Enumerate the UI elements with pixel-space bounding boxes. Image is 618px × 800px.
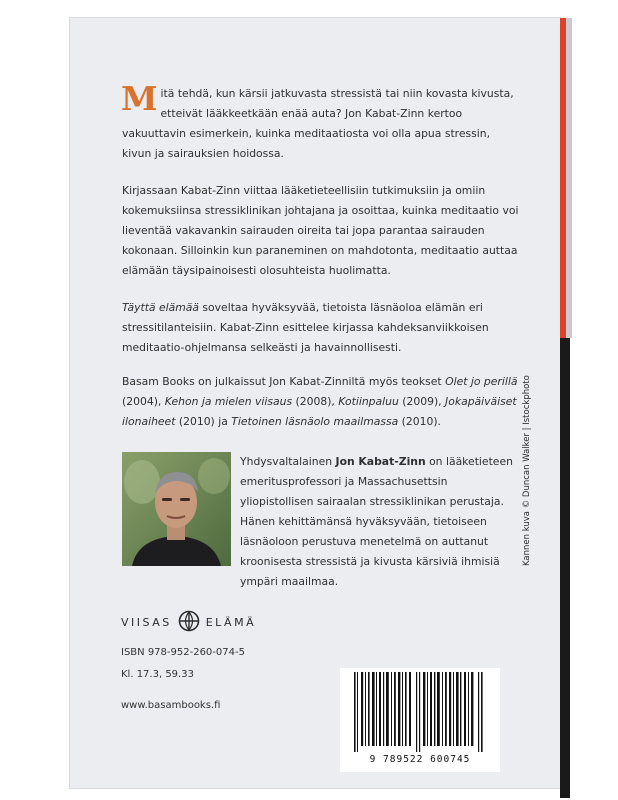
classification: Kl. 17.3, 59.33 (121, 669, 194, 680)
blurb-paragraph-3 (122, 298, 520, 358)
book-tietoinen-lasnaolo: Tietoinen läsnäolo maailmassa (231, 415, 399, 428)
p4-text-5: (2010) ja (175, 415, 232, 428)
book-kehon-ja-mielen-viisaus: Kehon ja mielen viisaus (164, 395, 293, 408)
barcode (340, 668, 500, 772)
author-bio-pre: Yhdysvaltalainen (240, 455, 336, 468)
p4-text-3: (2008), (292, 395, 339, 408)
para3-text: soveltaa hyväksyvää, tietoista läsnäoloa elämän eri stressitilanteisiin. Kabat-Zinn esittelee kirjassa kahdeksanviikkoisen meditaatio-ohjelmansa selkeästi ja havainnollisesti. (122, 301, 489, 354)
author-name: Jon Kabat-Zinn (335, 455, 426, 468)
blurb-paragraph-2 (122, 181, 520, 281)
author-bio (240, 452, 520, 592)
blurb-paragraph-4 (122, 372, 520, 432)
p4-text-4: (2009), (398, 395, 446, 408)
para2-text: Kirjassaan Kabat-Zinn viittaa lääketieteellisiin tutkimuksiin ja omiin kokemuksiinsa stressiklinikan johtajana ja osoittaa, kuinka meditaatio voi lieventää vakavankin sairauden oireita tai jopa parantaa sairauden kokonaan. Silloinkin kun paraneminen on mahdotonta, meditaatio auttaa elämään täysipainoisesti olosuhteista huolimatta. (122, 184, 519, 277)
book-jokapaivaiset-ilonaiheet: Jokapäiväiset ilonaiheet (122, 395, 517, 428)
p4-text-6: (2010). (398, 415, 441, 428)
globe-symbol-icon (178, 610, 200, 635)
book-title: Täyttä elämää (122, 301, 199, 314)
p4-text-2: (2004), (122, 395, 165, 408)
cover-photo-credit: Kannen kuva © Duncan Walker | Istockphoto (522, 375, 532, 566)
para1-text: itä tehdä, kun kärsii jatkuvasta stressistä tai niin kovasta kivusta, etteivät lääkkeetkään enää auta? Jon Kabat-Zinn kertoo vakuuttavin esimerkein, kuinka meditaatiosta voi olla apua stressin, kivun ja sairauksien hoidossa. (122, 87, 514, 160)
logo-right-text: ELÄMÄ (205, 615, 257, 629)
drop-cap: M (121, 79, 158, 118)
blurb-paragraph-1 (121, 79, 520, 164)
spine-dark-edge (560, 338, 570, 798)
isbn: ISBN 978-952-260-074-5 (121, 647, 245, 658)
book-kotiinpaluu: Kotiinpaluu (338, 395, 399, 408)
spine-red-stripe (560, 18, 566, 338)
author-bio-text: on lääketieteen emeritusprofessori ja Massachusettsin yliopistollisen sairaalan stressiklinikan perustaja. Hänen kehittämänsä hyväksyvään, tietoiseen läsnäoloon perustuva menetelmä on auttanut kroonisesta stressistä ja kivusta kärsiviä ihmisiä ympäri maailmaa. (240, 455, 513, 588)
author-photo (122, 452, 231, 566)
barcode-bars (340, 668, 500, 754)
series-logo (121, 610, 256, 634)
book-olet-jo-perilla: Olet jo perillä (445, 375, 518, 388)
barcode-number: 9 789522 600745 (369, 754, 471, 765)
logo-left-text: VIISAS (121, 615, 172, 629)
p4-text-1: Basam Books on julkaissut Jon Kabat-Zinniltä myös teokset (122, 375, 446, 388)
publisher-website: www.basambooks.fi (121, 700, 221, 711)
